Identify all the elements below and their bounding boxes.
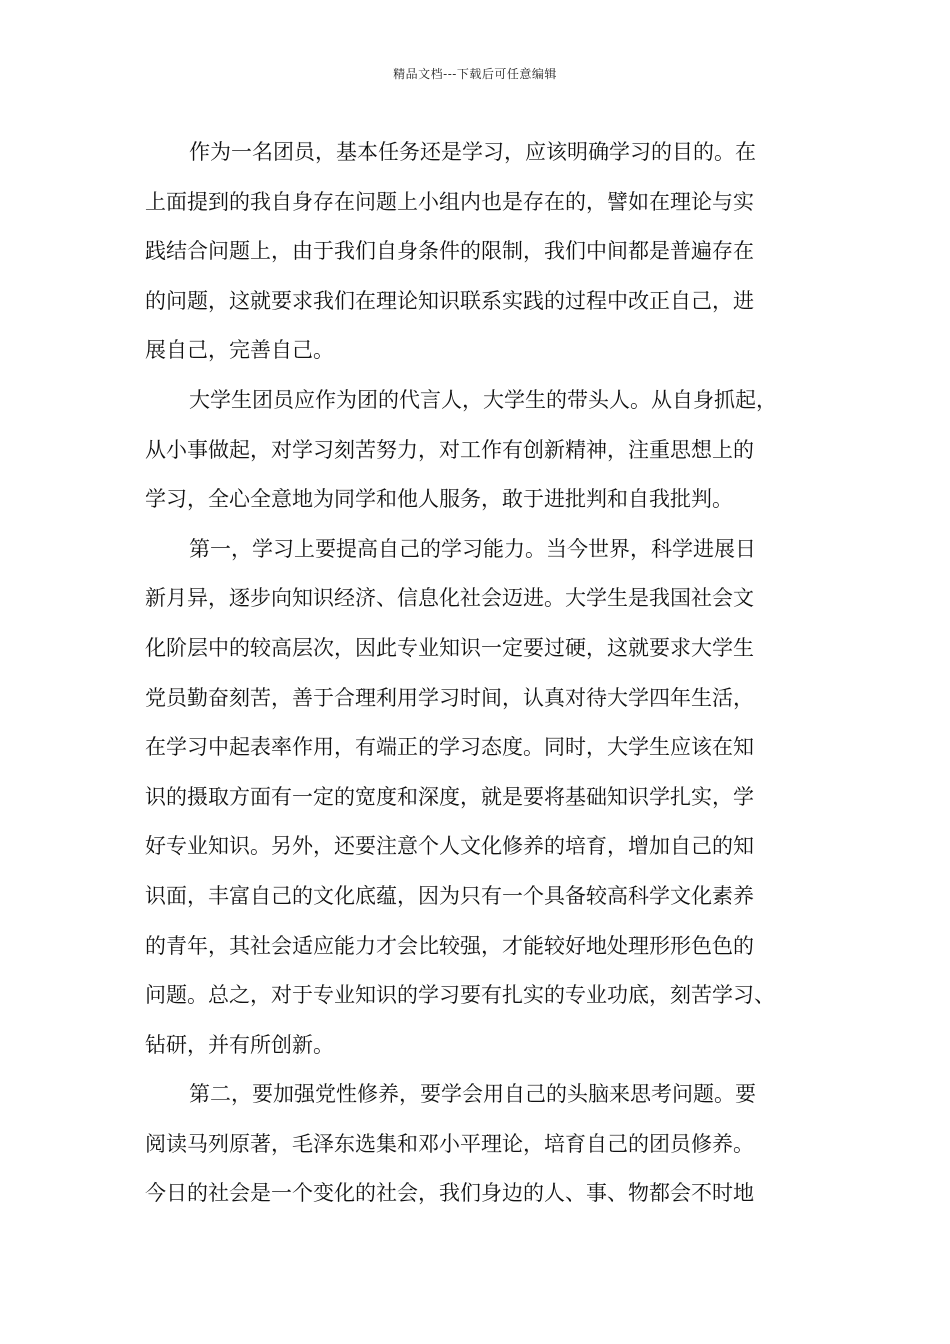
text-line: 第二，要加强党性修养，要学会用自己的头脑来思考问题。要 bbox=[189, 1082, 756, 1107]
text-line: 新月异，逐步向知识经济、信息化社会迈进。大学生是我国社会文 bbox=[145, 586, 754, 611]
paragraph-3 bbox=[145, 525, 825, 1071]
text-line: 在学习中起表率作用，有端正的学习态度。同时，大学生应该在知 bbox=[145, 735, 754, 760]
text-line: 今日的社会是一个变化的社会，我们身边的人、事、物都会不时地 bbox=[145, 1181, 754, 1206]
text-line: 第一，学习上要提高自己的学习能力。当今世界，科学进展日 bbox=[189, 536, 756, 561]
text-line: 的问题，这就要求我们在理论知识联系实践的过程中改正自己，进 bbox=[145, 288, 754, 313]
text-line: 大学生团员应作为团的代言人，大学生的带头人。从自身抓起， bbox=[189, 387, 777, 412]
text-line: 识的摄取方面有一定的宽度和深度，就是要将基础知识学扎实，学 bbox=[145, 784, 754, 809]
paragraph-1 bbox=[145, 128, 825, 376]
text-line: 展自己，完善自己。 bbox=[145, 338, 334, 363]
text-line: 学习，全心全意地为同学和他人服务，敢于进批判和自我批判。 bbox=[145, 487, 733, 512]
text-line: 钻研，并有所创新。 bbox=[145, 1032, 334, 1057]
text-line: 阅读马列原著，毛泽东选集和邓小平理论，培育自己的团员修养。 bbox=[145, 1131, 754, 1156]
text-line: 化阶层中的较高层次，因此专业知识一定要过硬，这就要求大学生 bbox=[145, 635, 754, 660]
paragraph-4 bbox=[145, 1070, 825, 1219]
document-body bbox=[145, 128, 825, 1219]
text-line: 好专业知识。另外，还要注意个人文化修养的培育，增加自己的知 bbox=[145, 834, 754, 859]
text-line: 作为一名团员，基本任务还是学习，应该明确学习的目的。在 bbox=[189, 140, 756, 164]
text-line: 上面提到的我自身存在问题上小组内也是存在的，譬如在理论与实 bbox=[145, 189, 754, 214]
paragraph-2 bbox=[145, 376, 825, 525]
text-line: 从小事做起，对学习刻苦努力，对工作有创新精神，注重思想上的 bbox=[145, 437, 754, 462]
text-line: 问题。总之，对于专业知识的学习要有扎实的专业功底，刻苦学习、 bbox=[145, 983, 775, 1008]
text-line: 的青年，其社会适应能力才会比较强，才能较好地处理形形色色的 bbox=[145, 933, 754, 958]
text-line: 识面，丰富自己的文化底蕴，因为只有一个具备较高科学文化素养 bbox=[145, 883, 754, 908]
page-header: 精品文档---下载后可任意编辑 bbox=[393, 67, 557, 81]
text-line: 党员勤奋刻苦，善于合理利用学习时间，认真对待大学四年生活， bbox=[145, 685, 754, 710]
text-line: 践结合问题上，由于我们自身条件的限制，我们中间都是普遍存在 bbox=[145, 239, 754, 264]
